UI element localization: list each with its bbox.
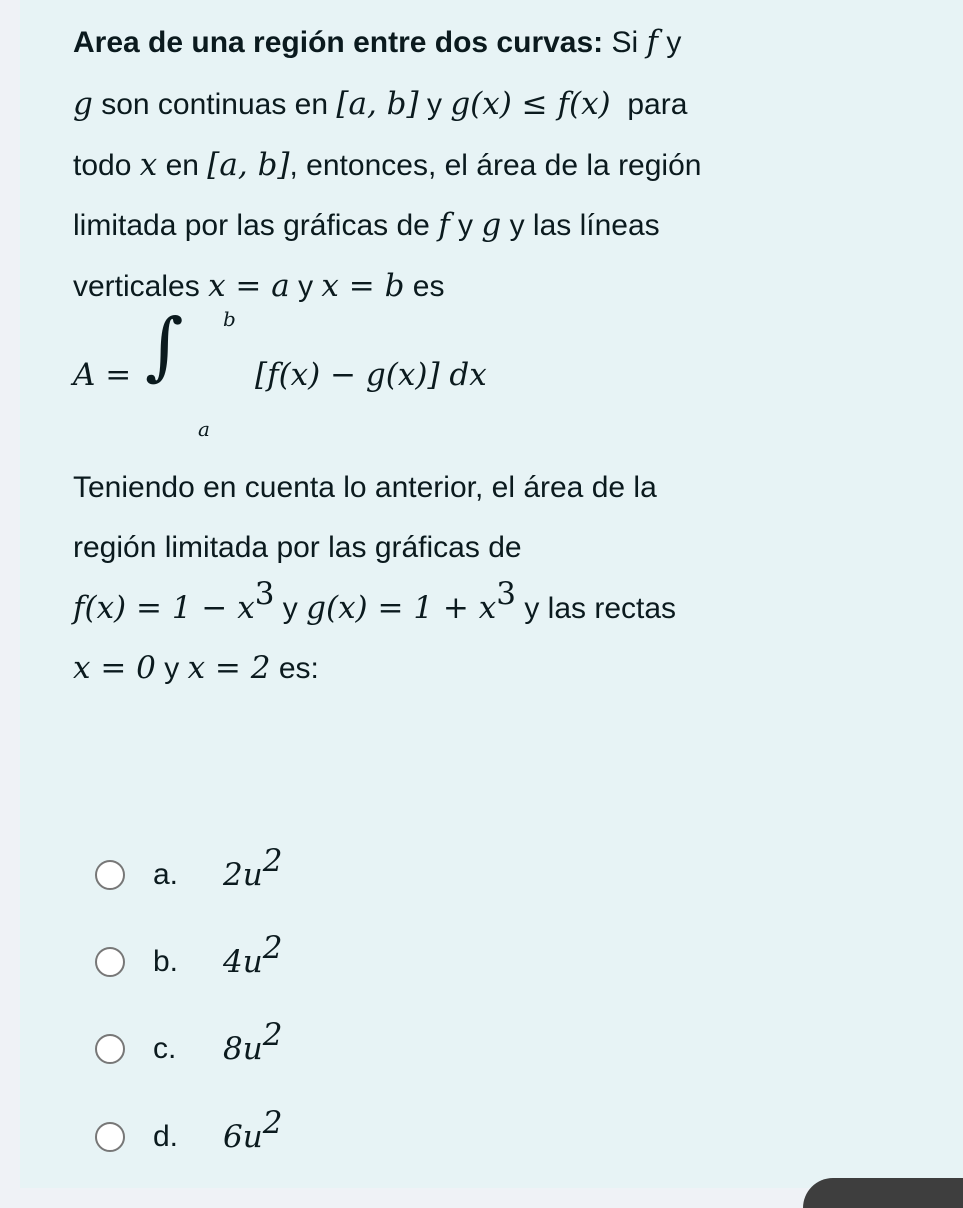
exponent: 3 <box>254 576 275 612</box>
math-x-eq-a: x = a <box>208 268 290 304</box>
text: todo <box>73 149 132 182</box>
integral-sign: ∫ <box>145 303 184 389</box>
text: y <box>666 26 682 59</box>
text: verticales <box>73 270 200 303</box>
text: y <box>298 270 314 303</box>
math-f: f <box>438 207 450 243</box>
text: es <box>412 270 445 303</box>
text: y <box>458 209 474 242</box>
option-letter: a. <box>153 858 179 891</box>
theorem-line-4 <box>73 205 660 246</box>
option-coef: 4 <box>223 944 243 980</box>
math-x: x <box>139 147 158 183</box>
upper-limit: b <box>223 307 236 331</box>
text: y las rectas <box>524 592 677 625</box>
area-formula <box>73 305 673 445</box>
text: limitada por las gráficas de <box>73 209 430 242</box>
text: y las líneas <box>509 209 660 242</box>
math-x0: x = 0 <box>73 650 156 686</box>
question-line-2: región limitada por las gráficas de <box>73 531 522 564</box>
text: y <box>426 88 442 121</box>
question-line-3 <box>73 576 677 629</box>
math-x-eq-b: x = b <box>321 268 405 304</box>
text: en <box>165 149 199 182</box>
text: es: <box>278 652 319 685</box>
option-unit: u <box>242 1031 263 1067</box>
option-exp: 2 <box>262 843 283 879</box>
radio-button[interactable] <box>95 947 125 977</box>
text: para <box>627 88 688 121</box>
math-x2: x = 2 <box>187 650 271 686</box>
exponent: 3 <box>496 576 516 612</box>
lower-limit: a <box>198 417 210 441</box>
math-g: g <box>481 207 502 243</box>
text: , entonces, el área de la región <box>289 149 702 182</box>
math-interval: [a, b] <box>336 86 419 122</box>
option-coef: 6 <box>223 1119 243 1155</box>
math-g-def: g(x) = 1 + x <box>306 590 497 626</box>
corner-overlay <box>803 1178 963 1208</box>
option-letter: b. <box>153 945 179 978</box>
option-letter: c. <box>153 1032 177 1065</box>
formula-lhs: A = <box>73 357 132 393</box>
option-coef: 8 <box>223 1031 243 1067</box>
option-unit: u <box>242 944 263 980</box>
option-exp: 2 <box>262 1017 283 1053</box>
option-a[interactable] <box>95 843 283 895</box>
option-coef: 2 <box>223 857 243 893</box>
question-line-1: Teniendo en cuenta lo anterior, el área de la <box>73 471 657 504</box>
text: son continuas en <box>101 88 329 121</box>
option-c[interactable] <box>95 1017 283 1069</box>
option-exp: 2 <box>262 1105 283 1141</box>
radio-button[interactable] <box>95 1122 125 1152</box>
theorem-line-1 <box>73 22 681 63</box>
option-unit: u <box>242 1119 263 1155</box>
formula-integrand: [f(x) − g(x)] dx <box>255 357 487 393</box>
text: y <box>282 592 298 625</box>
math-f-def: f(x) = 1 − x <box>73 590 255 626</box>
option-b[interactable] <box>95 930 283 982</box>
math-g: g <box>73 86 93 122</box>
text: Si <box>611 26 639 59</box>
math-inequality: g(x) ≤ f(x) <box>450 86 611 122</box>
option-letter: d. <box>153 1120 179 1153</box>
theorem-line-5 <box>73 266 444 307</box>
option-unit: u <box>242 857 263 893</box>
theorem-line-2 <box>73 84 687 125</box>
theorem-title: Area de una región entre dos curvas: <box>73 26 604 59</box>
theorem-line-3 <box>73 145 701 186</box>
question-line-4 <box>73 648 319 689</box>
option-exp: 2 <box>262 930 283 966</box>
radio-button[interactable] <box>95 860 125 890</box>
math-f: f <box>646 24 659 60</box>
option-d[interactable] <box>95 1105 283 1157</box>
math-interval: [a, b] <box>207 147 290 183</box>
text: y <box>164 652 180 685</box>
radio-button[interactable] <box>95 1034 125 1064</box>
